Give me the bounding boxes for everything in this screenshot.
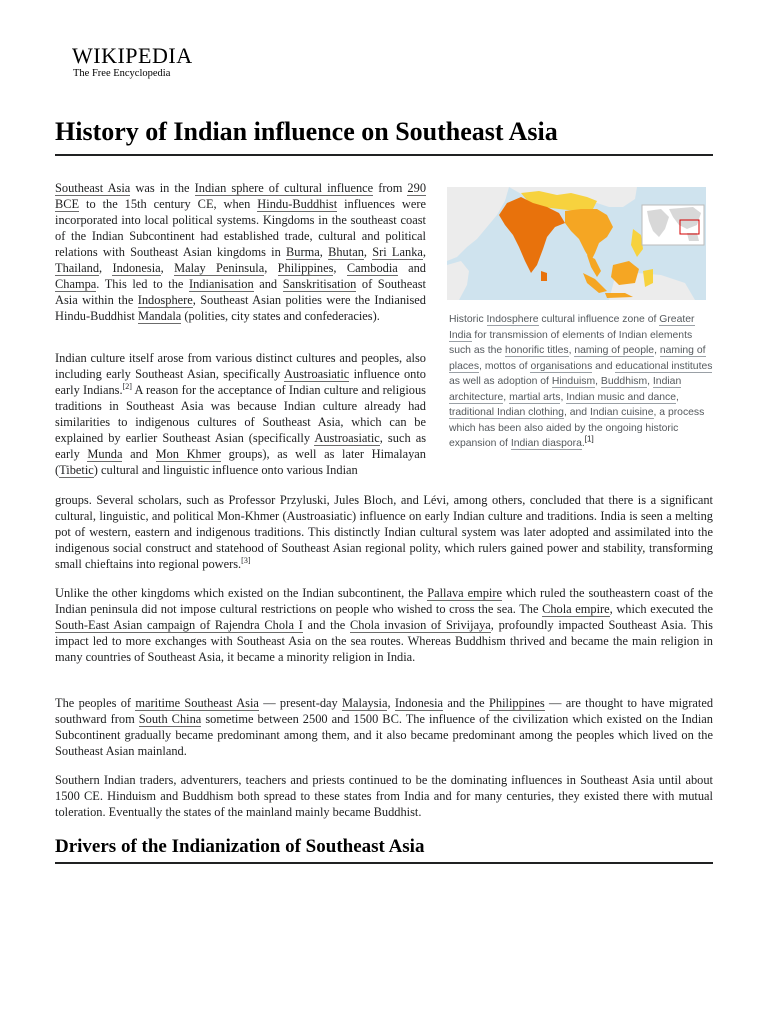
caption-link-indian-cuisine[interactable]: Indian cuisine — [589, 407, 654, 418]
indosphere-map-image[interactable] — [447, 187, 706, 300]
citation-2[interactable]: [2] — [122, 381, 132, 391]
caption-link-martial-arts[interactable]: martial arts — [509, 391, 561, 403]
link-sanskritisation[interactable]: Sanskritisation — [282, 277, 357, 291]
link-tibetic[interactable]: Tibetic — [59, 463, 94, 477]
link-rajendra-campaign[interactable]: South-East Asian campaign of Rajendra Chola I — [55, 618, 303, 632]
paragraph-maritime-peoples: The peoples of maritime Southeast Asia — present-day Malaysia, Indonesia and the Philippines — are thought to have migrated southward from South China sometime between 2500 and 1500 BC. The influence of the civilization which existed on the Indian Subcontinent gradually became predominant among them, and it also became predominant among the peoples which lived on the Southeast Asian mainland. — [55, 696, 714, 758]
link-sri-lanka[interactable]: Sri Lanka — [372, 245, 423, 259]
caption-citation-1[interactable]: [1] — [584, 434, 594, 444]
caption-link-indian-diaspora[interactable]: Indian diaspora — [510, 438, 582, 449]
caption-link-hinduism[interactable]: Hinduism — [551, 376, 596, 387]
link-munda[interactable]: Munda — [87, 447, 123, 461]
link-bhutan[interactable]: Bhutan — [328, 245, 364, 259]
link-austroasiatic-2[interactable]: Austroasiatic — [314, 431, 380, 445]
link-chola-empire[interactable]: Chola empire — [542, 602, 610, 616]
caption-link-greater-india[interactable]: Greater India — [449, 314, 695, 341]
link-southeast-asia[interactable]: Southeast Asia — [55, 181, 131, 195]
link-philippines[interactable]: Philippines — [277, 261, 334, 275]
wikipedia-logo[interactable] — [72, 44, 193, 80]
link-malay-peninsula[interactable]: Malay Peninsula — [174, 261, 265, 275]
link-290-bce[interactable]: 290 BCE — [55, 181, 427, 211]
link-indianisation[interactable]: Indianisation — [188, 277, 254, 291]
link-indian-sphere[interactable]: Indian sphere of cultural influence — [194, 181, 374, 195]
logo-title: WIKIPEDIA — [72, 43, 193, 68]
map-caption: Historic Indosphere cultural influence zone of Greater India for transmission of elements of Indian elements such as the honorific titles, naming of people, naming of places, mottos of organisations and educational institutes as well as adoption of Hinduism, Buddhism, Indian architecture, martial arts, Indian music and dance, traditional Indian clothing, and Indian cuisine, a process which has been also aided by the ongoing historic expansion of Indian diaspora.[1] — [449, 314, 713, 449]
section-heading-drivers: Drivers of the Indianization of Southeast Asia — [55, 834, 713, 864]
paragraph-indian-culture: Indian culture itself arose from various distinct cultures and peoples, also including early Southeast Asian, specifically Austroasiatic influence onto early Indians.[2] A reason for the acceptance of Indian culture and religious traditions in Southeast Asia was because Indian culture already had similarities to indigenous cultures of Southeast Asia, which can be explained by earlier Southeast Asian (specifically Austroasiatic, such as early Munda and Mon Khmer groups), as well as later Himalayan (Tibetic) cultural and linguistic influence onto various Indian — [55, 351, 427, 477]
page-title: History of Indian influence on Southeast Asia — [55, 114, 713, 156]
link-cambodia[interactable]: Cambodia — [346, 261, 398, 275]
lead-paragraph: Southeast Asia was in the Indian sphere of cultural influence from 290 BCE to the 15th century CE, when Hindu-Buddhist influences were incorporated into local political systems. Kingdoms in the southeast coast of the Indian Subcontinent had established trade, cultural and political relations with Southeast Asian kingdoms in Burma, Bhutan, Sri Lanka, Thailand, Indonesia, Malay Peninsula, Philippines, Cambodia and Champa. This led to the Indianisation and Sanskritisation of Southeast Asia within the Indosphere, Southeast Asian polities were the Indianised Hindu-Buddhist Mandala (polities, city states and confederacies). — [55, 181, 427, 323]
paragraph-pallava-chola: Unlike the other kingdoms which existed on the Indian subcontinent, the Pallava empire which ruled the southeastern coast of the Indian peninsula did not impose cultural restrictions on people who wished to cross the sea. The Chola empire, which executed the South-East Asian campaign of Rajendra Chola I and the Chola invasion of Srivijaya, profoundly impacted Southeast Asia. This impact led to more exchanges with Southeast Asia on the sea routes. Whereas Buddhism thrived and became the main religion in many countries of Southeast Asia, it became a minority religion in India. — [55, 586, 714, 664]
caption-link-educational-institutes[interactable]: educational institutes — [615, 360, 713, 372]
caption-link-indosphere[interactable]: Indosphere — [486, 314, 539, 325]
link-austroasiatic[interactable]: Austroasiatic — [283, 367, 350, 381]
link-pallava-empire[interactable]: Pallava empire — [427, 586, 502, 600]
link-mon-khmer[interactable]: Mon Khmer — [155, 447, 222, 461]
link-maritime-southeast-asia[interactable]: maritime Southeast Asia — [135, 696, 259, 710]
link-malaysia[interactable]: Malaysia — [342, 696, 388, 710]
link-philippines-2[interactable]: Philippines — [488, 696, 545, 710]
caption-link-naming-of-people[interactable]: naming of people — [574, 345, 655, 356]
map-svg — [447, 187, 706, 300]
paragraph-southern-traders: Southern Indian traders, adventurers, teachers and priests continued to be the dominating influences in Southeast Asia until about 1500 CE. Hinduism and Buddhism both spread to these states from India and for many centuries, they existed there with mutual toleration. Eventually the states of the mainland mainly became Buddhist. — [55, 773, 713, 819]
link-indosphere[interactable]: Indosphere — [137, 293, 193, 307]
caption-link-indian-architecture[interactable]: Indian architecture — [449, 376, 682, 403]
link-indonesia[interactable]: Indonesia — [112, 261, 161, 275]
caption-link-music-dance[interactable]: Indian music and dance — [566, 391, 677, 403]
caption-link-traditional-clothing[interactable]: traditional Indian clothing — [449, 407, 564, 418]
link-thailand[interactable]: Thailand — [55, 261, 100, 275]
caption-link-naming-of-places[interactable]: naming of places — [449, 345, 706, 372]
paragraph-indian-culture-continued: groups. Several scholars, such as Professor Przyluski, Jules Bloch, and Lévi, among others, concluded that there is a significant cultural, linguistic, and political Mon-Khmer (Austroasiatic) influence on early Indian culture and traditions. India is seen a melting pot of western, eastern and indigenous traditions. This distinctly Indian cultural system was later adopted and assimilated into the indigenous social construct and statehood of Southeast Asian regional polity, which rulers gained power and stability, transforming small chieftains into regional powers.[3] — [55, 493, 713, 571]
link-hindu-buddhist[interactable]: Hindu-Buddhist — [257, 197, 338, 211]
logo-subtitle: The Free Encyclopedia — [73, 68, 171, 79]
link-chola-invasion-srivijaya[interactable]: Chola invasion of Srivijaya — [349, 618, 491, 632]
citation-3[interactable]: [3] — [241, 555, 251, 565]
link-champa[interactable]: Champa — [55, 277, 97, 291]
link-south-china[interactable]: South China — [138, 712, 202, 726]
link-indonesia-2[interactable]: Indonesia — [394, 696, 444, 710]
link-burma[interactable]: Burma — [286, 245, 320, 259]
link-mandala[interactable]: Mandala — [137, 309, 182, 323]
caption-link-organisations[interactable]: organisations — [530, 360, 593, 372]
caption-link-buddhism[interactable]: Buddhism — [600, 376, 648, 387]
caption-link-honorific-titles[interactable]: honorific titles — [505, 345, 569, 356]
map-figure — [447, 187, 713, 452]
